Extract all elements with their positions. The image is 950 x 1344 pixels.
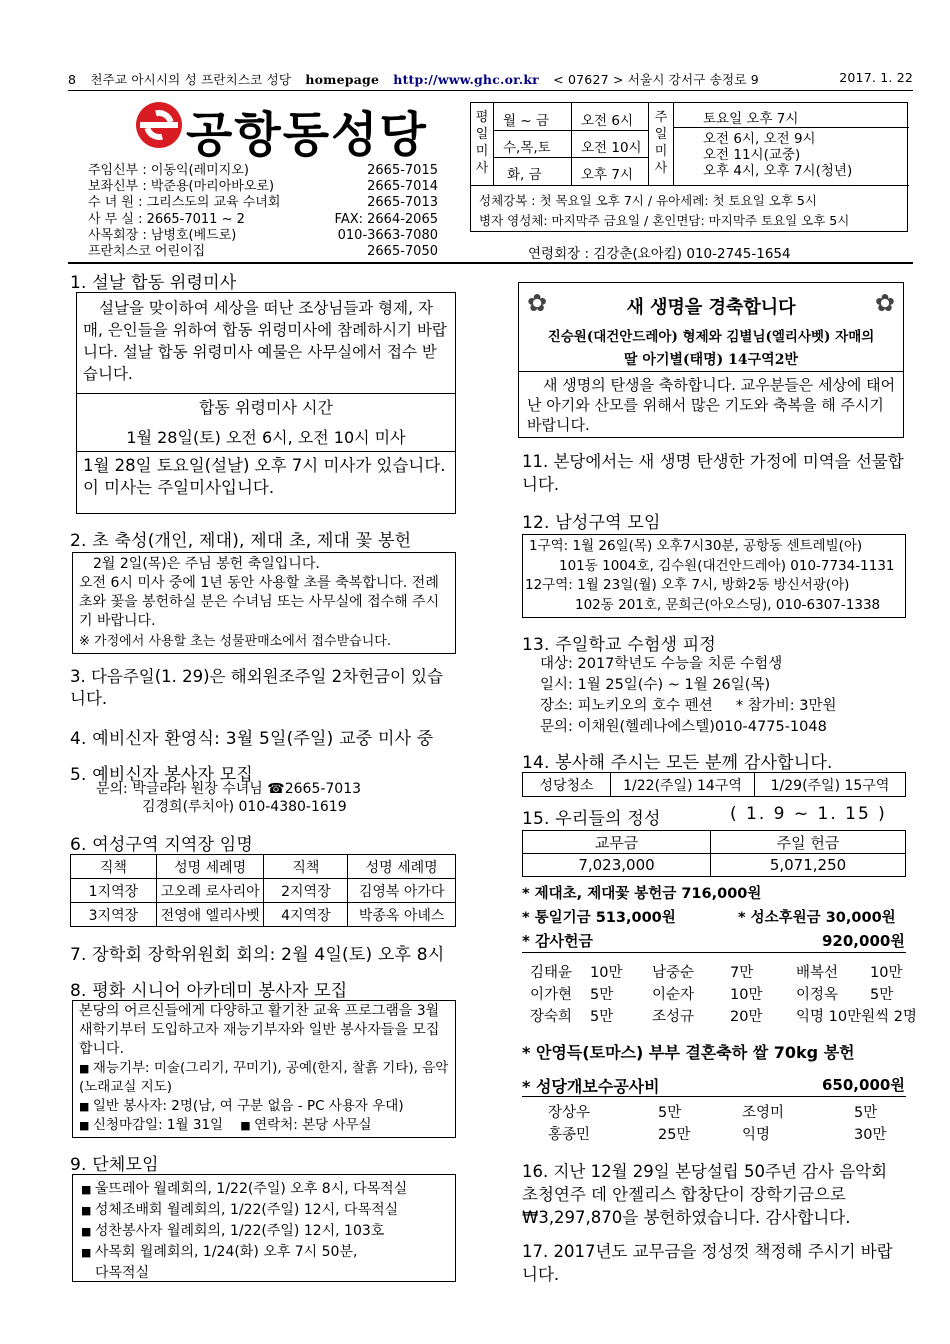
staff-row: 주임신부 : 이동익(레미지오) 2665-7015	[88, 163, 438, 178]
contact-line: 김경희(루치아) 010-4380-1619	[142, 799, 347, 815]
section-body: 본당의 어르신들에게 다양하고 활기찬 교육 프로그램을 3월 새학기부터 도입하고자 재능기부자와 일반 봉사자들을 모집합니다.	[79, 1003, 440, 1057]
announcement-11: 11. 본당에서는 새 생명 탄생한 가정에 미역을 선물합니다.	[522, 452, 904, 494]
list-item: ■ 연락처: 본당 사무실	[240, 1117, 371, 1133]
staff-row: 사목회장 : 남병호(베드로) 010-3663-7080	[88, 227, 438, 243]
staff-row: 수 녀 원 : 그리스도의 교육 수녀회 2665-7013	[88, 195, 438, 211]
section-title: 12. 남성구역 모임	[522, 513, 661, 533]
sunday-mass-time: 오후 4시, 오후 7시(청년)	[703, 163, 853, 179]
homepage-link[interactable]: http://www.ghc.or.kr	[393, 72, 539, 87]
mass-time-title: 합동 위령미사 시간	[199, 398, 333, 417]
list-item: ■ 울뜨레아 월례회의, 1/22(주일) 오후 8시, 다목적실	[81, 1179, 447, 1200]
retreat-line: 문의: 이채원(헬레나에스텔)010-4775-1048	[540, 719, 827, 735]
flower-icon: ✿	[874, 289, 895, 317]
announcement-4: 4. 예비신자 환영식: 3월 5일(주일) 교중 미사 중	[70, 729, 434, 749]
retreat-line: 장소: 피노키오의 호수 펜션	[540, 698, 713, 714]
weekday-mass-label: 평일미사	[475, 110, 489, 176]
parish-logo-icon	[136, 102, 182, 148]
table-row: 1지역장 고오례 로사리아 2지역장 김영복 아가다	[71, 879, 456, 903]
section-body: 오전 6시 미사 중에 1년 동안 사용할 초를 축복합니다. 전례 초와 꽃을 봉헌하실 분은 수녀님 또는 사무실에 접수해 주시기 바랍니다.	[79, 575, 440, 629]
header-bottom-rule	[68, 262, 913, 264]
table-row: 성당청소 1/22(주일) 14구역 1/29(주일) 15구역	[523, 773, 906, 797]
meeting-line: 101동 1004호, 김수원(대건안드레아) 010-7734-1131	[559, 557, 895, 574]
announcement-7: 7. 장학회 장학위원회 회의: 2월 4일(토) 오후 8시	[70, 945, 445, 965]
section-title: 13. 주일학교 수험생 피정	[522, 635, 717, 655]
staff-row: 프란치스코 어린이집 2665-7050	[88, 244, 438, 260]
new-life-parents: 진승원(대건안드레아) 형제와 김별님(엘리사벳) 자매의	[547, 329, 875, 345]
unity-fund: * 통일기금 513,000원	[522, 910, 676, 926]
mass-time: 오후 7시	[581, 167, 634, 183]
header-line	[68, 70, 913, 88]
mass-days: 수,목,토	[503, 140, 551, 156]
section-body: 2월 2일(목)은 주님 봉헌 축일입니다.	[93, 556, 320, 572]
table-row: 7,023,000 5,071,250	[523, 854, 906, 877]
staff-directory	[88, 163, 438, 260]
table-row: 3지역장 전영애 엘리사벳 4지역장 박종옥 아녜스	[71, 903, 456, 927]
meeting-line: 12구역: 1월 23일(월) 오후 7시, 방화2동 방신서광(아)	[525, 577, 850, 593]
flower-icon: ✿	[527, 289, 548, 317]
table-header: 교무금	[523, 831, 711, 854]
retreat-fee: * 참가비: 3만원	[735, 698, 837, 714]
header-rule	[68, 90, 913, 91]
list-item: ■ 성체조배회 월례회의, 1/22(주일) 12시, 다목적실	[81, 1200, 447, 1221]
section-note: ※ 가정에서 사용할 초는 성물판매소에서 접수받습니다.	[79, 634, 391, 649]
list-item: ■ 재능기부: 미술(그리기, 꾸미기), 공예(한지, 찰흙 기타), 음악(노래교실 지도)	[73, 1059, 455, 1097]
table-header: 성명 세례명	[156, 855, 264, 879]
meeting-line: 1구역: 1월 26일(목) 오후7시30분, 공항동 센트레빌(아)	[529, 538, 863, 554]
section-title: 14. 봉사해 주시는 모든 분께 감사합니다.	[522, 753, 833, 773]
sunday-mass-time: 토요일 오후 7시	[703, 111, 799, 127]
homepage-label: homepage	[305, 72, 380, 87]
section-title: 6. 여성구역 지역장 임명	[70, 835, 254, 855]
staff-row: 보좌신부 : 박준용(마리아바오로) 2665-7014	[88, 179, 438, 195]
page-number: 8	[68, 72, 77, 87]
thanks-offering-total: 920,000원	[822, 932, 905, 950]
offering-period: ( 1. 9 ~ 1. 15 )	[730, 804, 887, 824]
section-title: 2. 초 축성(개인, 제대), 제대 초, 제대 꽃 봉헌	[70, 531, 412, 551]
mass-days: 월 ~ 금	[503, 113, 549, 129]
district-leader-table	[70, 854, 456, 927]
volunteer-table	[522, 772, 906, 797]
address: < 07627 > 서울시 강서구 송정로 9	[553, 72, 759, 87]
retreat-info	[540, 654, 836, 738]
special-mass-note: 1월 28일 토요일(설날) 오후 7시 미사가 있습니다. 이 미사는 주일미사입니다.	[83, 456, 446, 497]
group-meetings-box	[72, 1174, 456, 1282]
altar-offering: * 제대초, 제대꽃 봉헌금 716,000원	[522, 886, 762, 902]
table-header: 직책	[264, 855, 348, 879]
new-life-message: 새 생명의 탄생을 축하합니다. 교우분들은 세상에 태어난 아기와 산모를 위해서 많은 기도와 축복을 해 주시기 바랍니다.	[527, 376, 896, 434]
retreat-line: 대상: 2017학년도 수능을 치룬 수험생	[540, 656, 783, 672]
staff-row: 사 무 실 : 2665-7011 ~ 2 FAX: 2664-2065	[88, 211, 438, 227]
mass-schedule-table	[470, 102, 908, 232]
repair-fund-label: * 성당개보수공사비	[522, 1077, 660, 1096]
meeting-line: 102동 201호, 문희근(아오스딩), 010-6307-1338	[575, 596, 881, 613]
sacrament-info: 성체강복 : 첫 목요일 오후 7시 / 유아세례: 첫 토요일 오후 5시	[479, 193, 817, 208]
bulletin-date: 2017. 1. 22	[839, 70, 913, 85]
list-item: ■ 일반 봉사자: 2명(남, 여 구분 없음 - PC 사용자 우대)	[73, 1097, 455, 1116]
sunday-mass-time: 오전 6시, 오전 9시	[703, 131, 816, 147]
section-title: 8. 평화 시니어 아카데미 봉사자 모집	[70, 981, 348, 1001]
repair-fund-total: 650,000원	[822, 1076, 905, 1094]
mass-time-value: 1월 28일(토) 오전 6시, 오전 10시 미사	[126, 428, 406, 447]
funeral-society-contact: 연령회장 : 김강춘(요아킴) 010-2745-1654	[528, 246, 791, 262]
mens-district-box	[522, 534, 906, 618]
section-body: 설날을 맞이하여 세상을 떠난 조상님들과 형제, 자매, 은인들을 위하여 합동 위령미사에 참례하시기 바랍니다. 설날 합동 위령미사 예물은 사무실에서 접수 받습니다.	[83, 299, 447, 383]
section-title: 15. 우리들의 정성	[522, 809, 661, 829]
parish-line: 천주교 아시시의 성 프란치스코 성당	[90, 72, 292, 87]
section-title: 1. 설날 합동 위령미사	[70, 273, 237, 293]
rice-offering: * 안영득(토마스) 부부 결혼축하 쌀 70kg 봉헌	[522, 1043, 855, 1062]
list-item: 다목적실	[95, 1265, 150, 1281]
lunar-newyear-box	[76, 292, 456, 514]
retreat-line: 일시: 1월 25일(수) ~ 1월 26일(목)	[540, 677, 771, 693]
offering-table	[522, 830, 906, 877]
announcement-3: 3. 다음주일(1. 29)은 해외원조주일 2차헌금이 있습니다.	[70, 667, 444, 708]
list-item: ■ 사목회 월례회의, 1/24(화) 오후 7시 50분,	[81, 1242, 447, 1263]
repair-donor-list: 장상우 5만 조영미 5만 홍종민 25만 익명 30만	[548, 1105, 887, 1143]
candle-blessing-box	[72, 552, 456, 654]
new-life-baby: 딸 아기별(태명) 14구역2반	[624, 352, 798, 368]
thanks-offering-label: * 감사헌금	[522, 932, 594, 950]
senior-academy-box	[72, 1000, 456, 1138]
contact-line: 문의: 박글라라 원장 수녀님 ☎2665-7013	[96, 781, 362, 797]
section-title: 5. 예비신자 봉사자 모집	[70, 765, 254, 785]
mass-days: 화, 금	[507, 167, 542, 183]
new-life-title: 새 생명을 경축합니다	[626, 297, 796, 318]
list-item: ■ 신청마감일: 1월 31일	[79, 1117, 223, 1133]
mass-time: 오전 6시	[581, 113, 634, 129]
sunday-mass-label: 주일미사	[654, 110, 668, 176]
mass-time: 오전 10시	[581, 140, 642, 156]
new-life-box	[518, 282, 904, 438]
table-header: 성명 세례명	[348, 855, 456, 879]
announcement-16: 16. 지난 12월 29일 본당설립 50주년 감사 음악회 초청연주 데 안젤리스 합창단이 장학기금으로 ₩3,297,870을 봉헌하였습니다. 감사합니다.	[522, 1162, 888, 1227]
table-header: 직책	[71, 855, 157, 879]
vocation-fund: * 성소후원금 30,000원	[738, 910, 896, 926]
announcement-17: 17. 2017년도 교무금을 정성껏 책정해 주시기 바랍니다.	[522, 1242, 893, 1284]
sunday-mass-time: 오전 11시(교중)	[703, 147, 801, 163]
list-item: ■ 성찬봉사자 월례회의, 1/22(주일) 12시, 103호	[81, 1221, 447, 1242]
thanks-donor-list: 김태윤 10만 남중순 7만 배복선 10만 이가현 5만 이순자 10만 이정옥 5만 장숙희 5만 조성규 20만 익명 10만원씩 2명	[530, 965, 917, 1025]
table-header: 주일 헌금	[711, 831, 906, 854]
sacrament-info: 병자 영성체: 마지막주 금요일 / 혼인면담: 마지막주 토요일 오후 5시	[479, 213, 850, 228]
section-title: 9. 단체모임	[70, 1155, 159, 1175]
parish-name-logo: 공항동성당	[186, 107, 428, 163]
